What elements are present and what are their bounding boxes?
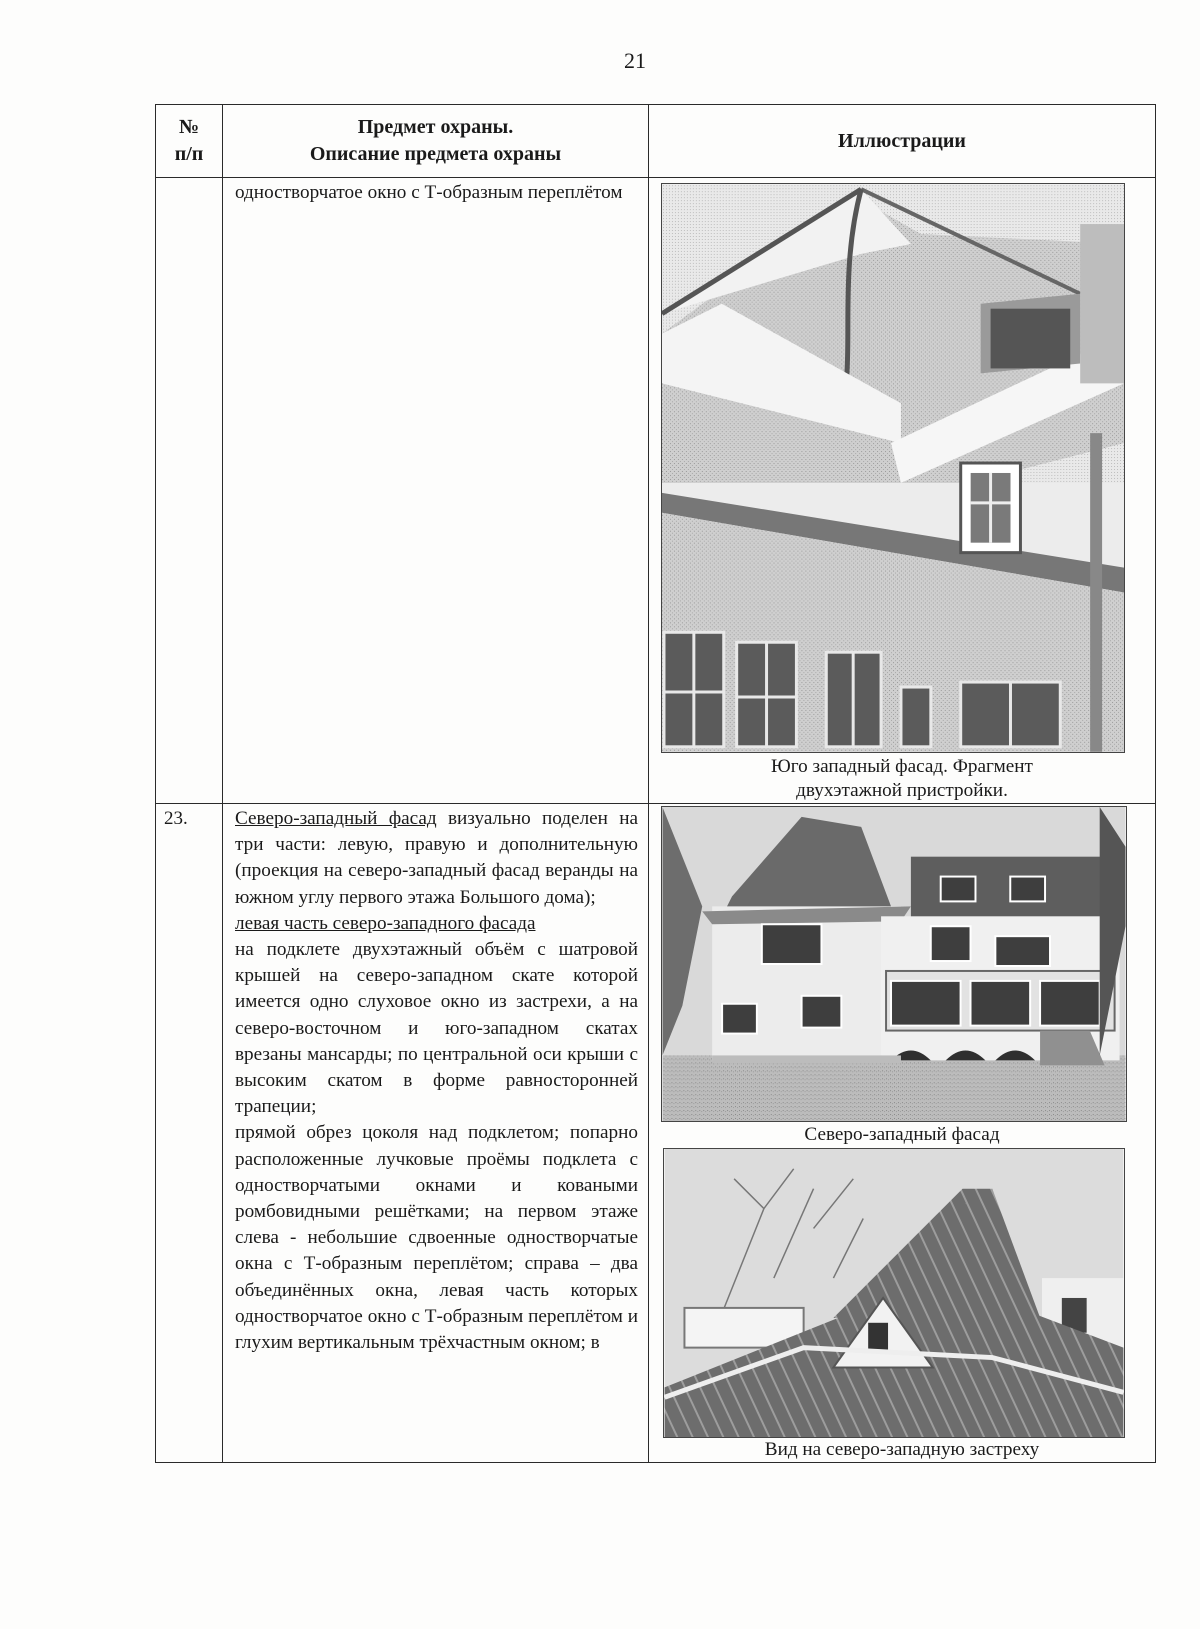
row-description [223, 178, 649, 804]
description-paragraph-3: на подклете двухэтажный объём с шатровой крышей на северо-западном скате которой имеется одно слуховое окно из застрехи, а на северо-восточном и юго-западном скатах врезаны мансарды; по центральной оси крыши с высоким скатом в форме равносторонней трапеции; [235, 939, 638, 1118]
description-paragraph-1 [235, 806, 638, 911]
header-subject [223, 105, 649, 178]
header-illustrations: Иллюстрации [649, 105, 1156, 178]
photo-northwest-eaves [663, 1148, 1125, 1438]
description-paragraph-4: прямой обрез цоколя над подклетом; попарно расположенные лучковые проёмы подклета с одностворчатыми окнами и коваными ромбовидными решётками; на первом этаже слева - небольшие сдвоенные одностворчатые окна с Т-образным переплётом; справа – два объединённых окна, левая часть которых одностворчатое окно с Т-образным переплётом и глухим вертикальным трёхчастным окном; в [235, 1122, 638, 1354]
protection-table [155, 104, 1156, 1463]
caption-line-2: двухэтажной пристройки. [796, 780, 1008, 801]
description-text: одностворчатое окно с Т-образным переплётом [235, 182, 623, 203]
header-number-line1: № [178, 116, 200, 138]
photo-southwest-facade-fragment [661, 183, 1125, 753]
row-description [223, 804, 649, 1463]
header-number [156, 105, 223, 178]
caption-line-1: Юго западный фасад. Фрагмент [771, 756, 1033, 777]
caption-northwest-eaves: Вид на северо-западную застреху [764, 1439, 1040, 1460]
left-part-heading: левая часть северо-западного фасада [235, 912, 536, 934]
illustration-cell [649, 178, 1156, 804]
page-number: 21 [624, 48, 646, 73]
table-row [156, 178, 1156, 804]
caption-southwest-facade [649, 755, 1155, 803]
table-header-row [156, 105, 1156, 178]
header-subject-line1: Предмет охраны. [357, 116, 514, 138]
row-number [156, 178, 223, 804]
header-subject-line2: Описание предмета охраны [309, 143, 562, 165]
caption-northwest-facade: Северо-западный фасад [804, 1124, 1000, 1145]
description-paragraph-1-text: визуально поделен на три части: левую, правую и дополнительную (проекция на северо-западный фасад веранды на южном углу первого этажа Большого дома); [235, 808, 639, 908]
northwest-facade-heading: Северо-западный фасад [235, 808, 437, 829]
illustration-cell [649, 804, 1156, 1463]
photo-northwest-facade [661, 806, 1127, 1122]
header-number-line2: п/п [174, 143, 204, 165]
row-number: 23. [156, 804, 223, 1463]
table-row [156, 804, 1156, 1463]
